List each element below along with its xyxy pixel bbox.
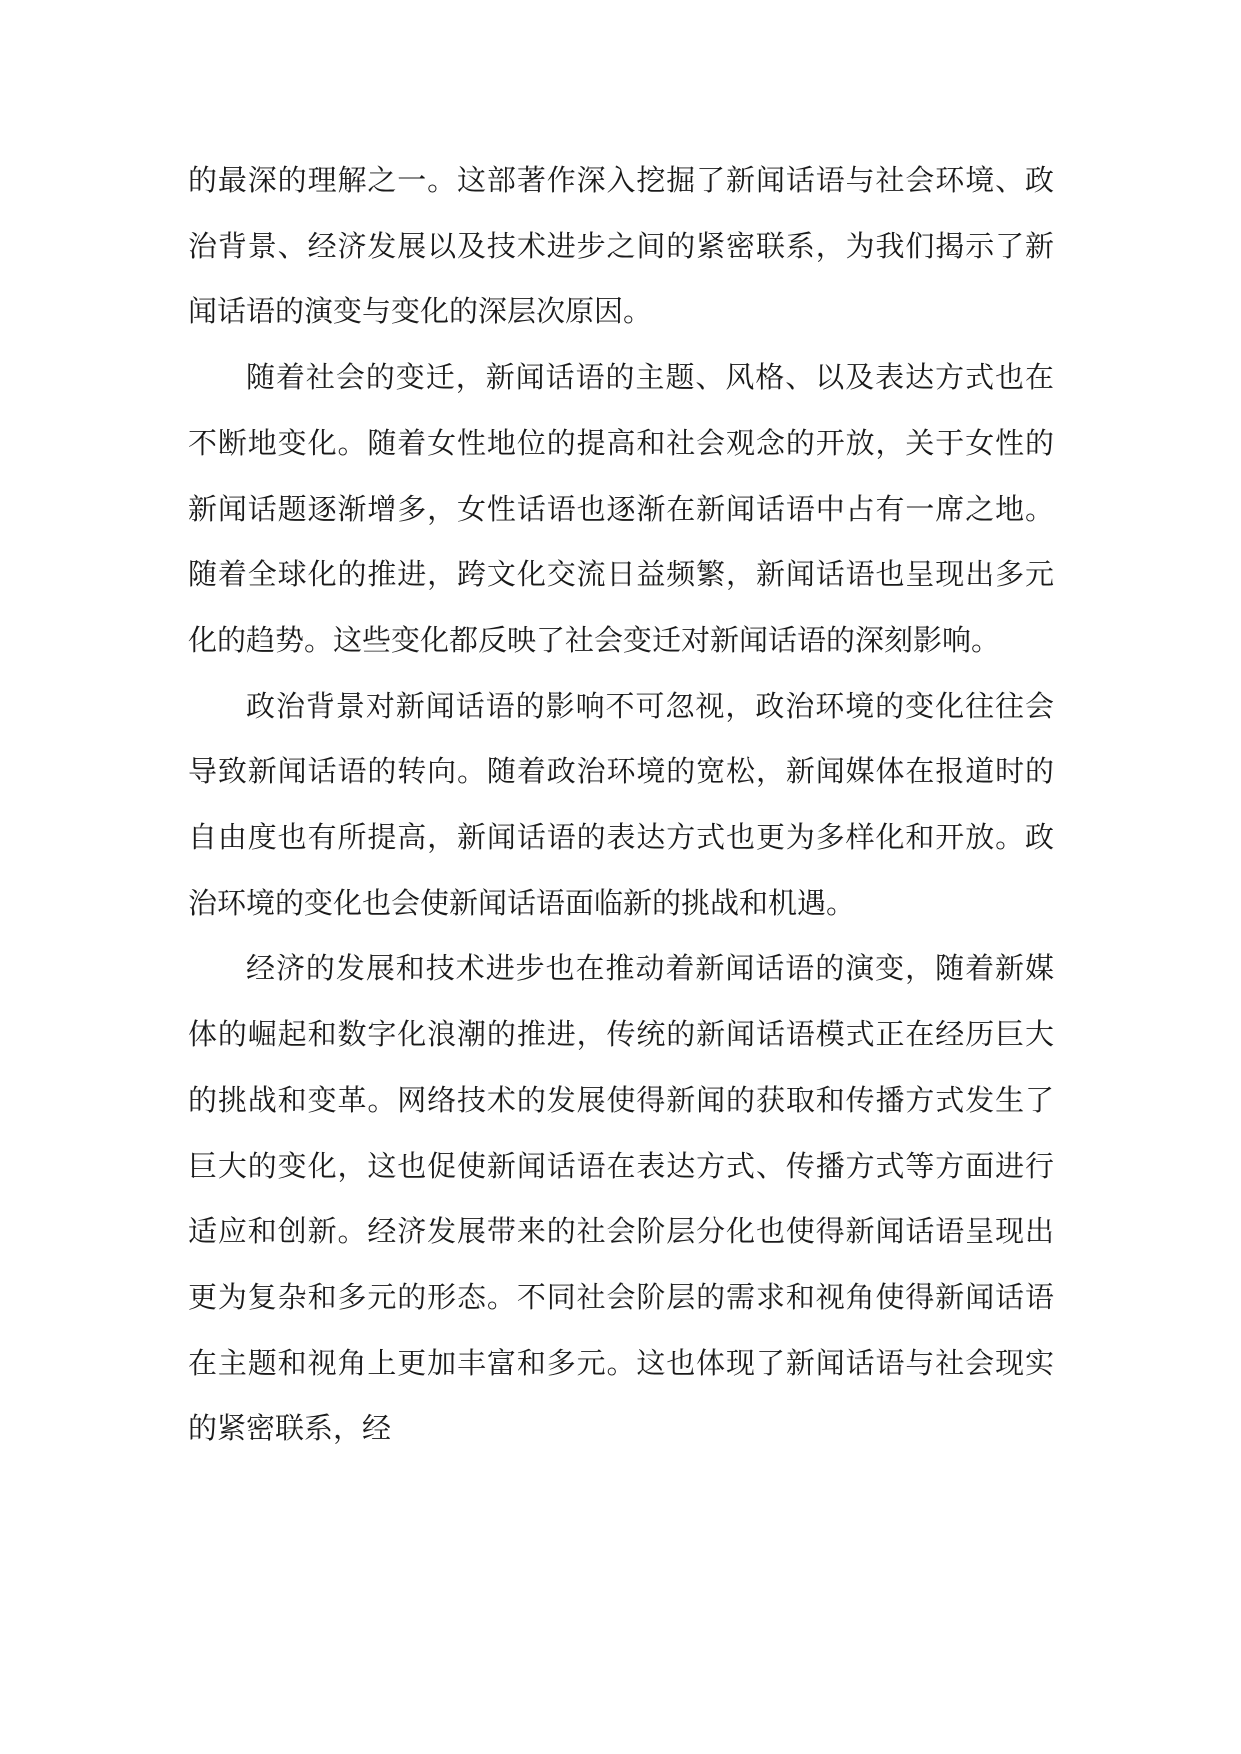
paragraph-4: 经济的发展和技术进步也在推动着新闻话语的演变，随着新媒体的崛起和数字化浪潮的推进，传统的新闻话语模式正在经历巨大的挑战和变革。网络技术的发展使得新闻的获取和传播方式发生了巨大的变化，这也促使新闻话语在表达方式、传播方式等方面进行适应和创新。经济发展带来的社会阶层分化也使得新闻话语呈现出更为复杂和多元的形态。不同社会阶层的需求和视角使得新闻话语在主题和视角上更加丰富和多元。这也体现了新闻话语与社会现实的紧密联系，经 [188,951,1054,1446]
paragraph-3: 政治背景对新闻话语的影响不可忽视，政治环境的变化往往会导致新闻话语的转向。随着政治环境的宽松，新闻媒体在报道时的自由度也有所提高，新闻话语的表达方式也更为多样化和开放。政治环境的变化也会使新闻话语面临新的挑战和机遇。 [188,688,1054,920]
paragraph-2: 随着社会的变迁，新闻话语的主题、风格、以及表达方式也在不断地变化。随着女性地位的提高和社会观念的开放，关于女性的新闻话题逐渐增多，女性话语也逐渐在新闻话语中占有一席之地。随着全球化的推进，跨文化交流日益频繁，新闻话语也呈现出多元化的趋势。这些变化都反映了社会变迁对新闻话语的深刻影响。 [188,360,1054,657]
paragraph-1: 的最深的理解之一。这部著作深入挖掘了新闻话语与社会环境、政治背景、经济发展以及技术进步之间的紧密联系，为我们揭示了新闻话语的演变与变化的深层次原因。 [188,163,1054,329]
document-body [188,148,1054,1462]
